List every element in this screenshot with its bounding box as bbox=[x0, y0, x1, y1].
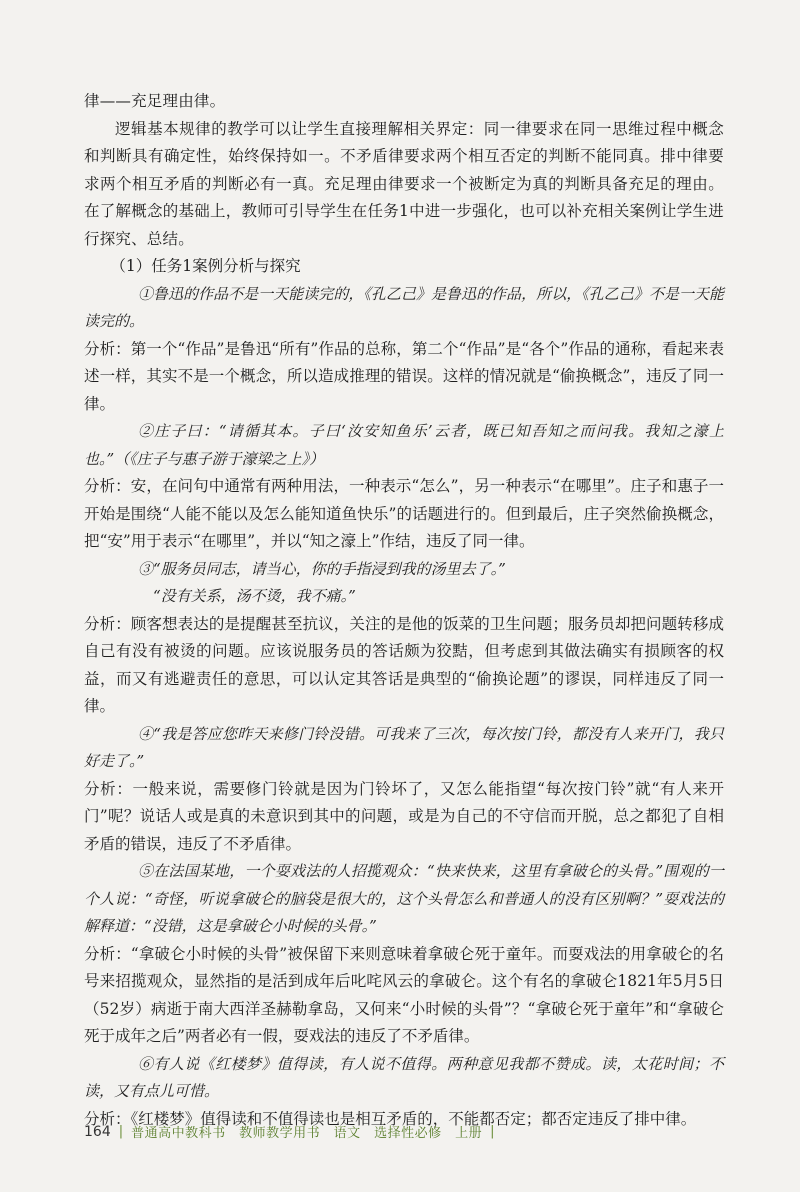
example-4: ④“我是答应您昨天来修门铃没错。可我来了三次，每次按门铃，都没有人来开门，我只好走了。” bbox=[84, 724, 724, 770]
example-3-answer: “没有关系，汤不烫，我不痛。” bbox=[153, 587, 356, 605]
example-5: ⑤在法国某地，一个耍戏法的人招揽观众：“快来快来，这里有拿破仑的头骨。”围观的一个人说：“奇怪，听说拿破仑的脑袋是很大的，这个头骨怎么和普通人的没有区别啊？”耍戏法的解释道：“没错，这是拿破仑小时候的头骨。” bbox=[84, 862, 724, 935]
page-footer bbox=[84, 1122, 503, 1141]
page-number: 164 bbox=[84, 1123, 111, 1140]
example-1: ①鲁迅的作品不是一天能读完的，《孔乙己》是鲁迅的作品，所以，《孔乙己》不是一天能读完的。 bbox=[84, 284, 724, 330]
analysis-2: 分析：安，在问句中通常有两种用法，一种表示“怎么”，另一种表示“在哪里”。庄子和惠子一开始是围绕“人能不能以及怎么能知道鱼快乐”的话题进行的。但到最后，庄子突然偷换概念，把“安”用于表示“在哪里”，并以“知之濠上”作结，违反了同一律。 bbox=[84, 477, 724, 550]
example-2: ②庄子曰：“请循其本。子曰‘汝安知鱼乐’云者，既已知吾知之而问我。我知之濠上也。”（《庄子与惠子游于濠梁之上》） bbox=[84, 422, 724, 468]
paragraph-intro-end: 律——充足理由律。 bbox=[84, 92, 226, 110]
analysis-6: 分析：《红楼梦》值得读和不值得读也是相互矛盾的，不能都否定；都否定违反了排中律。 bbox=[84, 1109, 697, 1128]
footer-separator-right: | bbox=[490, 1124, 495, 1139]
analysis-4: 分析：一般来说，需要修门铃就是因为门铃坏了，又怎么能指望“每次按门铃”就“有人来开门”呢？说话人或是真的未意识到其中的问题，或是为自己的不守信而开脱，总之都犯了自相矛盾的错误，违反了不矛盾律。 bbox=[84, 779, 724, 853]
section-heading: （1）任务1案例分析与探究 bbox=[110, 257, 301, 275]
analysis-1: 分析：第一个“作品”是鲁迅“所有”作品的总称，第二个“作品”是“各个”作品的通称，看起来表述一样，其实不是一个概念，所以造成推理的错误。这样的情况就是“偷换概念”，违反了同一律。 bbox=[84, 339, 724, 413]
page-content bbox=[84, 88, 724, 1133]
analysis-5: 分析：“拿破仑小时候的头骨”被保留下来则意味着拿破仑死于童年。而耍戏法的用拿破仑的名号来招揽观众，显然指的是活到成年后叱咤风云的拿破仑。这个有名的拿破仑1821年5月5日（52岁）病逝于南大西洋圣赫勒拿岛，又何来“小时候的头骨”？“拿破仑死于童年”和“拿破仑死于成年之后”两者必有一假，耍戏法的违反了不矛盾律。 bbox=[84, 944, 724, 1045]
example-6: ⑥有人说《红楼梦》值得读，有人说不值得。两种意见我都不赞成。读，太花时间；不读，又有点儿可惜。 bbox=[84, 1054, 724, 1100]
paragraph-logic-laws: 逻辑基本规律的教学可以让学生直接理解相关界定：同一律要求在同一思维过程中概念和判断具有确定性，始终保持如一。不矛盾律要求两个相互否定的判断不能同真。排中律要求两个相互矛盾的判断必有一真。充足理由律要求一个被断定为真的判断具备充足的理由。在了解概念的基础上，教师可引导学生在任务1中进一步强化，也可以补充相关案例让学生进行探究、总结。 bbox=[84, 119, 724, 248]
footer-separator-left: | bbox=[118, 1124, 124, 1139]
example-3-question: ③“服务员同志，请当心，你的手指浸到我的汤里去了。” bbox=[138, 559, 506, 578]
analysis-3: 分析：顾客想表达的是提醒甚至抗议，关注的是他的饭菜的卫生问题；服务员却把问题转移成自己有没有被烫的问题。应该说服务员的答话颇为狡黠，但考虑到其做法确实有损顾客的权益，而又有逃避责任的意思，可以认定其答话是典型的“偷换论题”的谬误，同样违反了同一律。 bbox=[84, 614, 724, 715]
book-title: 普通高中教科书 教师教学用书 语文 选择性必修 上册 bbox=[131, 1126, 483, 1141]
